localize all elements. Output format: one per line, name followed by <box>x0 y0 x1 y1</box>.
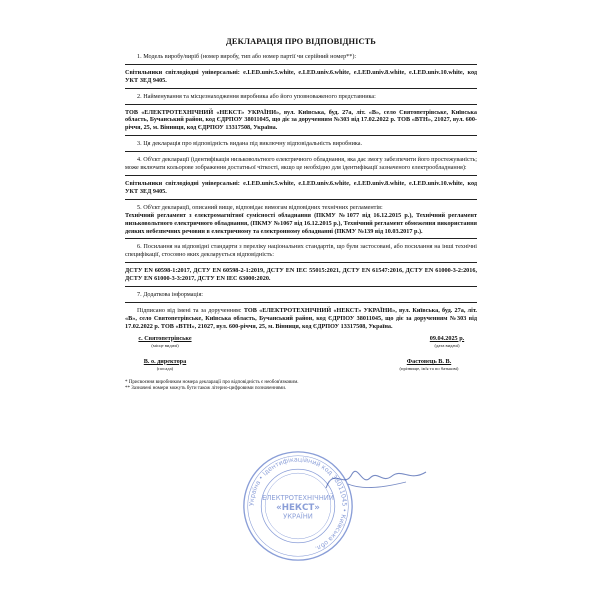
section-1-heading: 1. Модель виробу/виріб (номер виробу, тип або номер партії чи серійний номер**): <box>137 52 357 60</box>
place-date-row <box>125 335 477 349</box>
section-3 <box>125 140 477 152</box>
place-block <box>125 335 205 348</box>
section-3-heading: 3. Ця декларація про відповідність видана під виключну відповідальність виробника. <box>137 140 363 148</box>
issue-date: 09.04.2025 р. <box>429 334 465 342</box>
footnote-1: * Присвоєння виробником номера декларації про відповідність є необов'язковим. <box>125 379 299 385</box>
stamp-center-top: ЕЛЕКТРОТЕХНІЧНИЙ <box>262 494 334 503</box>
divider <box>125 302 477 303</box>
divider <box>125 199 477 200</box>
stamp-center-mid: «НЕКСТ» <box>276 502 320 513</box>
divider <box>125 151 477 152</box>
document-title: ДЕКЛАРАЦІЯ ПРО ВІДПОВІДНІСТЬ <box>226 37 376 46</box>
section-4-heading: 4. Об'єкт декларації (ідентифікація низьковольтного електричного обладнання, яка дає змогу забезпечити його простежуваність; може включати кольорове зображення достатньої чіткості, якщо це необхідно для ідентифікації зазначеного електрообладнання): <box>125 156 477 172</box>
signatory-name-caption: (прізвище, ім'я та по батькові) <box>399 365 459 371</box>
date-block <box>417 335 477 348</box>
position-block <box>125 358 205 371</box>
issue-place-caption: (місце видачі) <box>151 342 179 348</box>
signatory-name: Фастовець В. В. <box>406 357 452 365</box>
divider <box>125 286 477 287</box>
section-7-heading: 7. Додаткова інформація: <box>137 291 204 299</box>
section-6 <box>125 243 477 287</box>
divider <box>125 238 477 239</box>
section-1 <box>125 53 477 89</box>
section-4 <box>125 156 477 200</box>
divider <box>125 135 477 136</box>
footnotes <box>125 380 477 393</box>
section-6-heading: 6. Посилання на відповідні стандарти з переліку національних стандартів, що були застосовані, або посилання на інші технічні специфікації, стосовно яких декларується відповідність: <box>125 243 477 259</box>
section-7 <box>125 291 477 331</box>
section-5 <box>125 204 477 240</box>
section-2-heading: 2. Найменування та місцезнаходження виробника або його уповноваженого представника: <box>137 92 376 100</box>
section-7-body-normal: Підписано від імені та за дорученням: <box>137 306 244 314</box>
divider <box>125 175 477 176</box>
handwritten-signature <box>322 460 432 496</box>
section-7-body-bold: ТОВ «ЕЛЕКТРОТЕХНІЧНИЙ «НЕКСТ» УКРАЇНИ», вул. Київська, буд. 27а, літ. «В», село Святопетрівське, Київська область, Бучанський район, код ЄДРПОУ 38011045, що діє за дорученням №303 від 17.02.2022 р. ТОВ «ВТН», 21027, вул. 600-річчя, 25, м. Вінниця, код ЄДРПОУ 13317508, Україна. <box>125 306 477 330</box>
section-1-body: Світильники світлодіодні універсальні: e.LED.univ.5.white, e.LED.univ.6.white, e.LED.univ.8.white, e.LED.univ.10.white, код УКТ ЗЕД 9405. <box>125 68 477 84</box>
signatory-row <box>125 358 477 372</box>
divider <box>125 64 477 65</box>
section-5-heading: 5. Об'єкт декларації, описаний вище, відповідає вимогам відповідних технічних регламентів: <box>137 203 383 211</box>
stamp-center-bot: УКРАЇНИ <box>283 512 313 521</box>
section-2 <box>125 93 477 137</box>
divider <box>125 104 477 105</box>
signatory-position-caption: (посада) <box>156 365 174 371</box>
section-5-body: Технічний регламент з електромагнітної сумісності обладнання (ПКМУ №1077 від 16.12.2015 р.), Технічний регламент низьковольтного електричного обладнання, (ПКМУ №1067 від 16.12.2015 р.), Технічний регламент обмеження використання деяких небезпечних речовин в електричному та електронному обладнанні (ПКМУ №139 від 10.03.2017 р.). <box>125 211 477 235</box>
section-7-body <box>125 307 477 331</box>
signatory-position: В. о. директора <box>143 357 187 365</box>
section-6-body: ДСТУ EN 60598-1:2017, ДСТУ EN 60598-2-1:2019, ДСТУ EN IEC 55015:2021, ДСТУ EN 61547:2016, ДСТУ EN 61000-3-2:2016, ДСТУ EN 61000-3-3:2017, ДСТУ EN IEC 63000:2020. <box>125 267 477 283</box>
section-2-body: ТОВ «ЕЛЕКТРОТЕХНІЧНИЙ «НЕКСТ» УКРАЇНИ», вул. Київська, буд. 27а, літ. «В», село Святопетрівське, Київська область, Бучанський район, код ЄДРПОУ 38011045, що діє за дорученням №303 від 17.02.2022 р. ТОВ «ВТН», 21027, вул. 600-річчя, 25, м. Вінниця, код ЄДРПОУ 13317508, Україна. <box>125 108 477 132</box>
section-4-body: Світильники світлодіодні універсальні: e.LED.univ.5.white, e.LED.univ.6.white, e.LED.univ.8.white, e.LED.univ.10.white, код УКТ ЗЕД 9405. <box>125 179 477 195</box>
divider <box>125 88 477 89</box>
issue-date-caption: (дата видачі) <box>434 342 460 348</box>
name-block <box>381 358 477 371</box>
issue-place: с. Святопетрівське <box>138 334 192 342</box>
stamp-outer-text: Україна • Ідентифікаційний код 38011045 • Київська обл. <box>248 456 348 552</box>
divider <box>125 262 477 263</box>
footnote-2: ** Зазначені номери можуть бути також літерно-цифровими позначеннями. <box>125 386 287 392</box>
